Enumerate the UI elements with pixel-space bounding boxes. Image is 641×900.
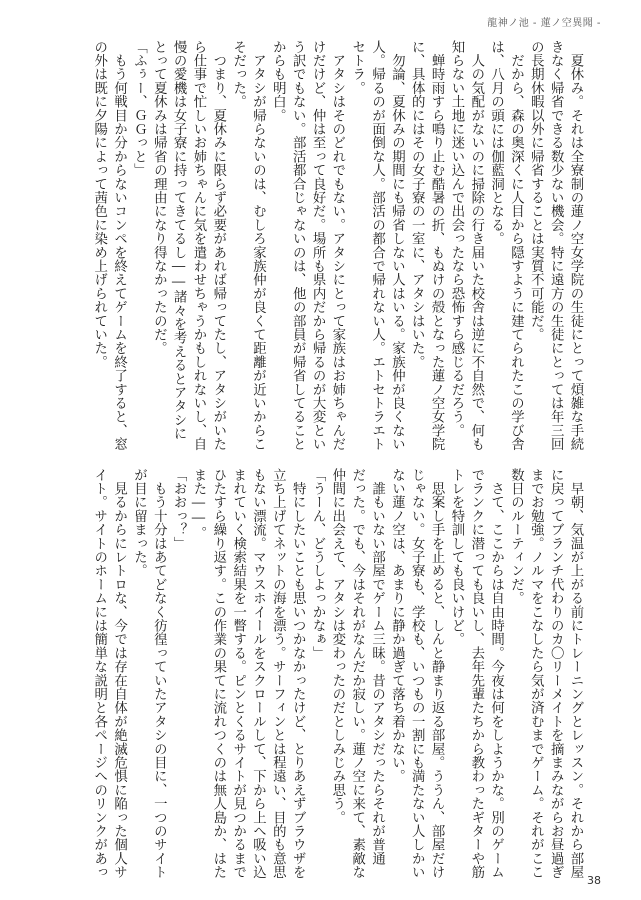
text-line: に戻ってブランチ代わりのカ〇リーメイトを摘まみながらお昼過ぎ <box>548 468 564 879</box>
text-line: さて、ここからは自由時間。今夜は何をしようかな。別のゲーム <box>488 468 504 879</box>
text-line: 人の気配がないのに掃除の行き届いた校舎は逆に不自然で、何も <box>468 40 484 451</box>
text-line: 「おおっ？」 <box>171 468 187 551</box>
text-line: とって夏休みは帰省の理由になり得なかったのだ。 <box>151 40 167 356</box>
text-line: 見るからにレトロな、今では存在自体が絶滅危惧に陥った個人サ <box>111 468 127 879</box>
text-line: もない漂流。マウスホイールをスクロールして、下から上へ吸い込 <box>250 468 266 879</box>
text-line: う訳でもない。部活都合じゃないのは、他の部員が帰省してること <box>290 40 306 451</box>
text-line: 夏休み。それは全寮制の蓮ノ空女学院の生徒にとって煩雑な手続 <box>568 40 583 451</box>
text-line: もう十分はあてどなく彷徨っていたアタシの目に、一つのサイト <box>151 468 167 879</box>
text-line: ない蓮ノ空は、あまりに静か過ぎて落ち着かない。 <box>389 468 405 784</box>
running-header: 龍神ノ池 - 蓮ノ空異聞 - <box>487 18 601 29</box>
text-line: ひたすら繰り返す。この作業の果てに流れつくのは無人島か、はた <box>210 468 226 879</box>
text-line: に、具体的にはその女子寮の一室に、アタシはいた。 <box>409 40 425 369</box>
text-line: 蝉時雨すら鳴り止む酷暑の折、もぬけの殻となった蓮ノ空女学院 <box>429 40 445 451</box>
text-line: 慢の愛機は女子寮に持ってきてるし――諸々を考えるとアタシに <box>171 40 187 441</box>
text-line: アタシが帰らないのは、むしろ家族仲が良くて距離が近いからこ <box>250 40 266 451</box>
text-line: でランクに潜っても良いし、去年先輩たちから教わったギターや筋 <box>468 468 484 879</box>
text-line: アタシはそのどれでもない。アタシにとって家族はお姉ちゃんだ <box>329 40 345 451</box>
text-line: けだけど、仲は至って良好だ。場所も県内だから帰るのが大変とい <box>310 40 326 451</box>
text-line: までお勉強。ノルマをこなしたら気が済むまでゲーム。それがここ <box>528 468 544 879</box>
text-line: が目に留まった。 <box>131 468 147 578</box>
lower-text-block <box>39 468 585 879</box>
text-line: だから、森の奥深くに人目から隠すように建てられたこの学び舎 <box>508 40 524 451</box>
text-line: 思案し手を止めると、しんと静まり返る部屋。ううん、部屋だけ <box>429 468 445 879</box>
text-line: セトラ。 <box>349 40 365 95</box>
text-line: 知らない土地に迷い込んで出会ったなら恐怖すら感じるだろう。 <box>448 40 464 438</box>
upper-text-block <box>39 40 585 450</box>
text-line: じゃない。女子寮も、学校も、いつもの一割にも満たない人しかい <box>409 468 425 879</box>
text-line: つまり、夏休みに限らず必要があれば帰ってたし、アタシがいた <box>210 40 226 451</box>
text-line: トレを特訓しても良いけど。 <box>448 468 464 647</box>
text-line: の長期休暇以外に帰省することは実質不可能だ。 <box>528 40 544 342</box>
text-line: まれていく検索結果を一瞥する。ピンとくるサイトが見つかるまで <box>230 468 246 879</box>
text-line: は、八月の頭には伽藍洞となる。 <box>488 40 504 246</box>
text-line: もう何戦目か分からないコンペを終えてゲームを終了すると、窓 <box>111 40 127 451</box>
text-line: 数日のルーティンだ。 <box>508 468 524 605</box>
text-line: 立ち上げてネットの海を漂う。サーフィンとは程遠い、目的も意思 <box>270 468 286 879</box>
text-line: 「うーん、どうしよっかなぁ」 <box>310 468 326 660</box>
text-line: の外は既に夕陽によって茜色に染め上げられていた。 <box>91 40 107 369</box>
text-line: イト。サイトのホームには簡単な説明と各ページへのリンクがあっ <box>91 468 107 879</box>
text-line: ら仕事で忙しいお姉ちゃんに気を遣わせちゃうかもしれないし、自 <box>190 40 206 451</box>
text-line: きなく帰省できる数少ない機会。特に遠方の生徒にとっては年三回 <box>548 40 564 451</box>
text-line: だった。でも、今はそれがなんだか寂しい。蓮ノ空に来て、素敵な <box>349 468 365 879</box>
text-line: 特にしたいことも思いつかなかったけど、とりあえずブラウザを <box>290 468 306 879</box>
text-line: また――。 <box>190 468 206 540</box>
text-line: 早朝、気温が上がる前にトレーニングとレッスン。それから部屋 <box>568 468 583 879</box>
text-line: 誰もいない部屋でゲーム三昧。昔のアタシだったらそれが普通 <box>369 468 385 866</box>
text-line: からも明白。 <box>270 40 286 123</box>
text-line: 「ふぅー、ＧＧっと」 <box>131 40 147 177</box>
text-line: 仲間に出会えて、アタシは変わったのだとしみじみ思う。 <box>329 468 345 825</box>
text-line: そだった。 <box>230 40 246 109</box>
page-number: 38 <box>587 874 601 887</box>
text-line: 勿論、夏休みの期間にも帰省しない人はいる。家族仲が良くない <box>389 40 405 451</box>
text-line: 人。帰るのが面倒な人。部活の都合で帰れない人。エトセトラエト <box>369 40 385 451</box>
